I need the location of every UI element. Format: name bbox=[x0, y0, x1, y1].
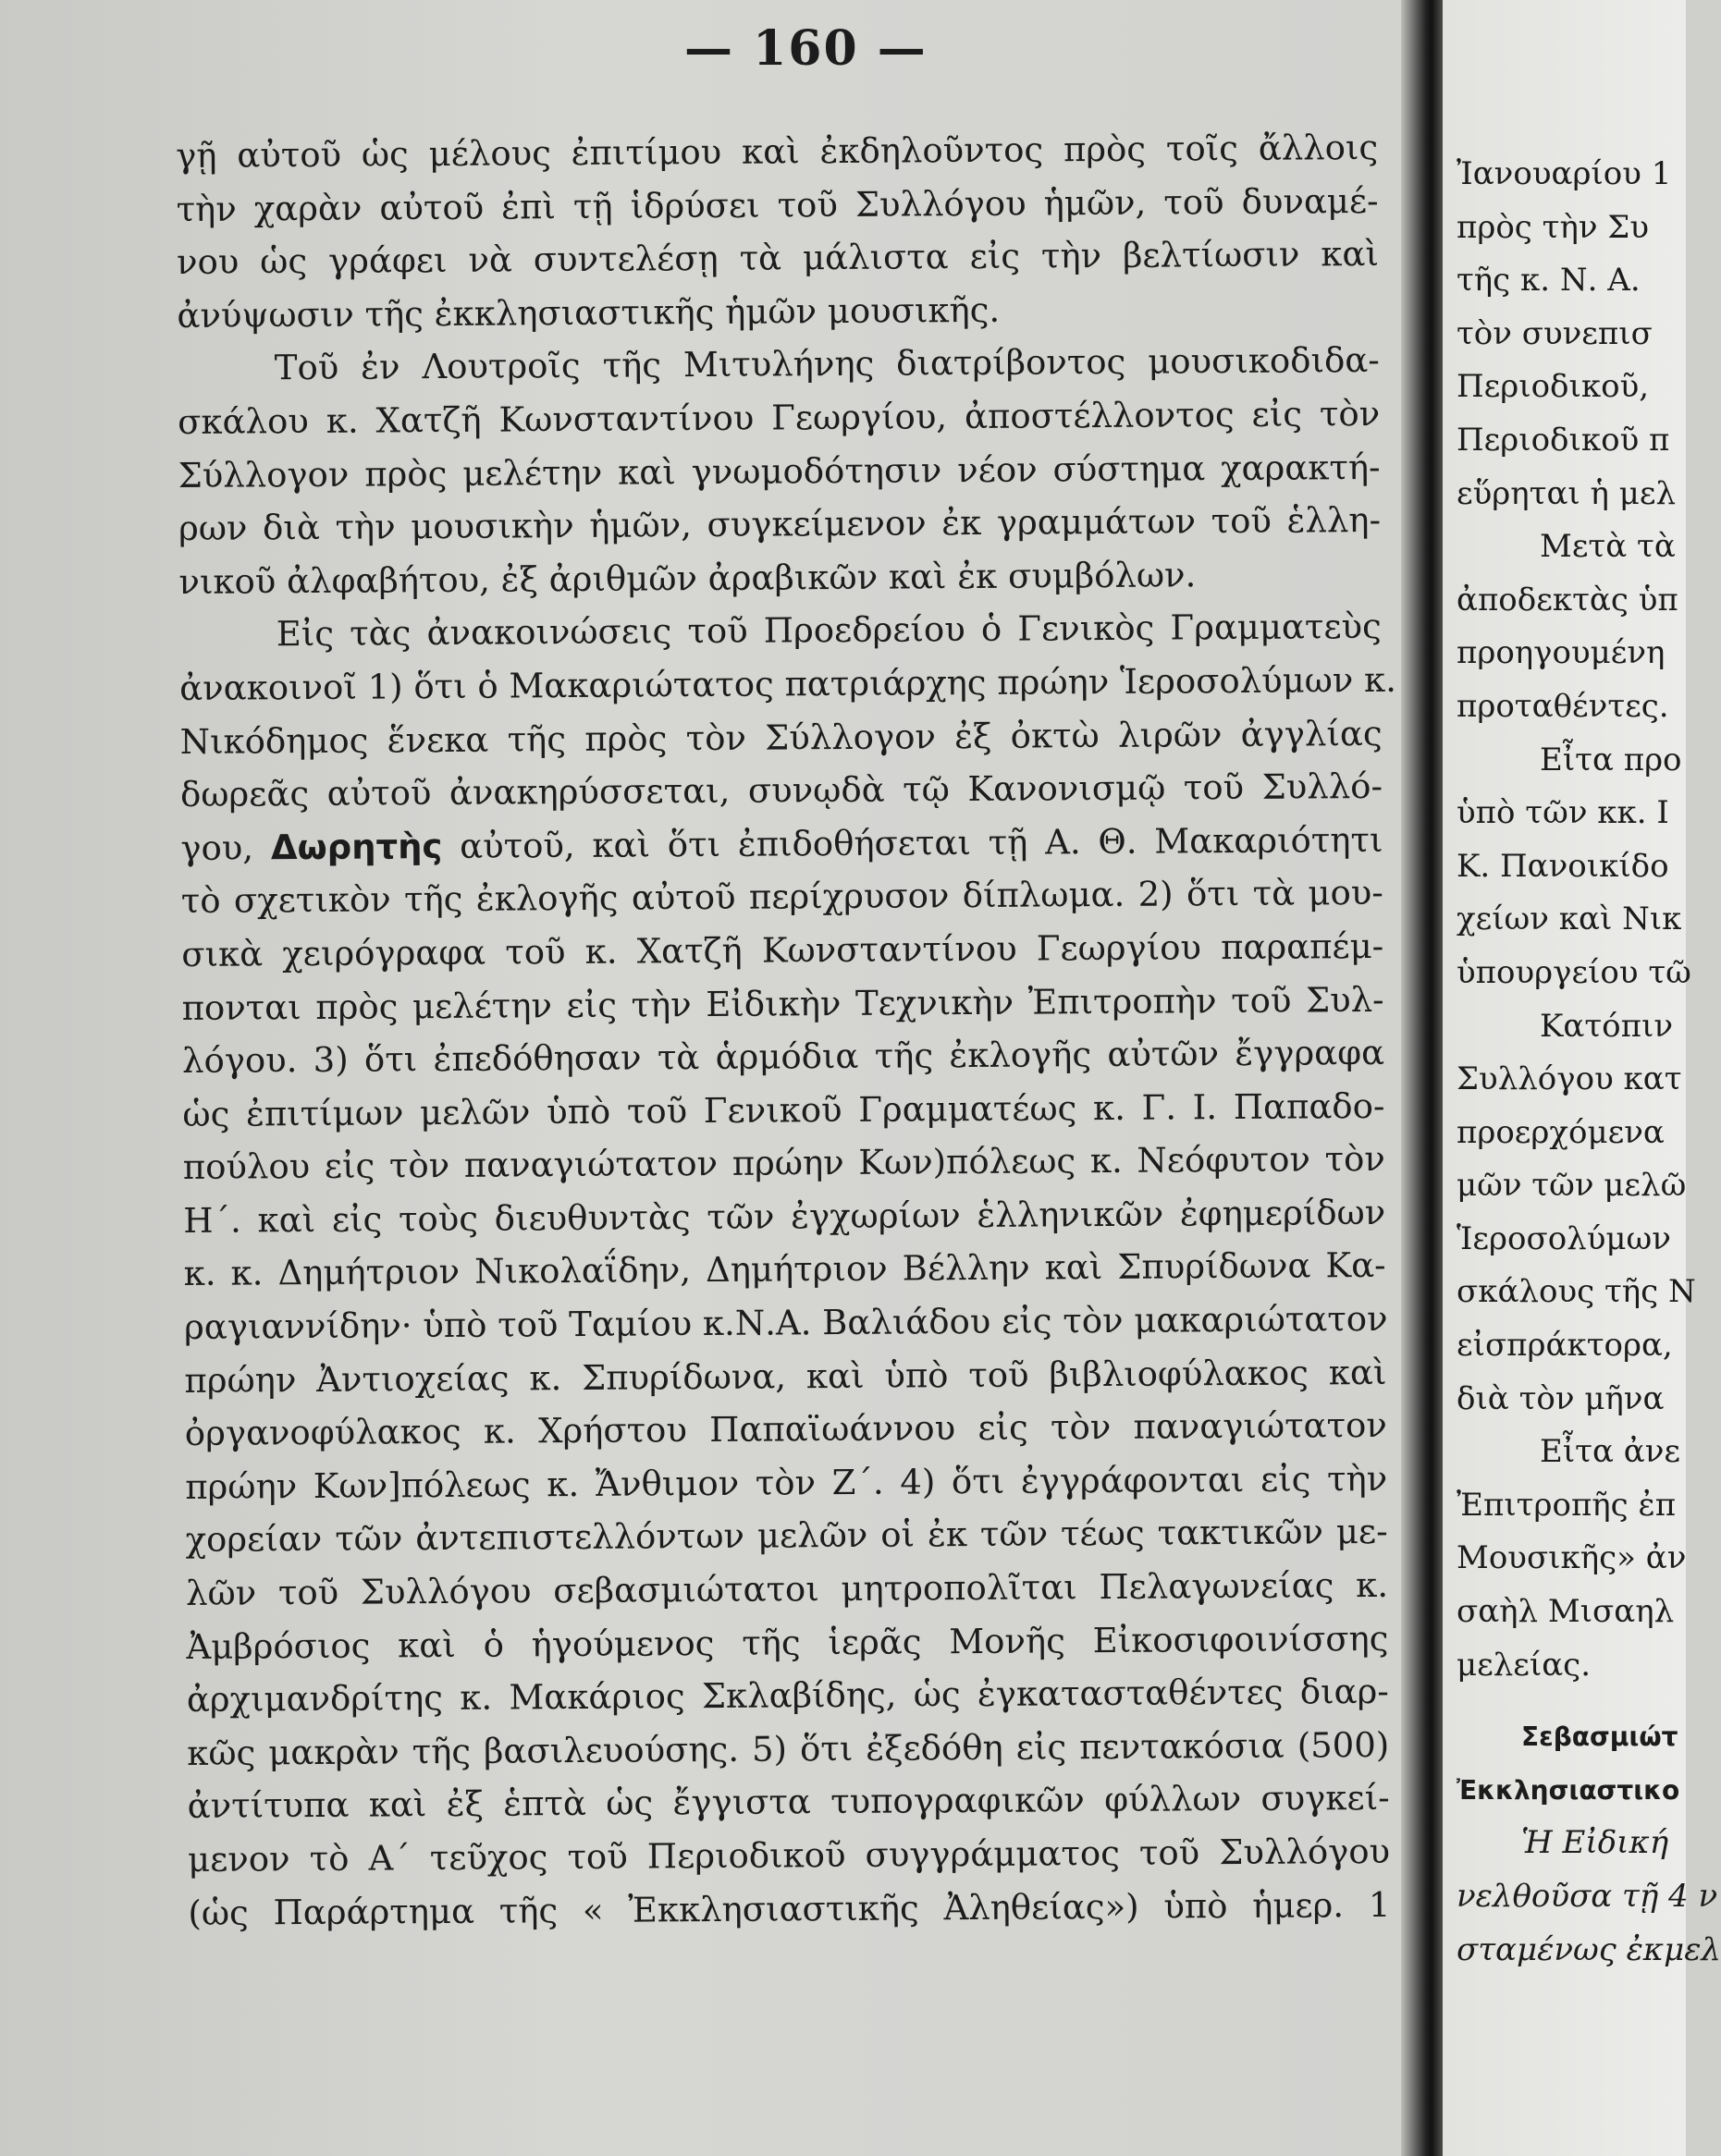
right-text-line: διὰ τὸν μῆνα bbox=[1457, 1379, 1665, 1417]
right-text-line: Εἶτα ἀνε bbox=[1540, 1433, 1680, 1471]
text-line: νου ὡς γράφει νὰ συντελέσῃ τὰ μάλιστα εἰς τὴν βελτίωσιν καὶ bbox=[176, 234, 1380, 283]
right-text-line: προερχόμενα bbox=[1457, 1113, 1665, 1151]
right-text-line: μῶν τῶν μελῶ bbox=[1457, 1167, 1687, 1205]
text-line: ἀνακοινοῖ 1) ὅτι ὁ Μακαριώτατος πατριάρχης πρώην Ἱεροσολύμων κ. bbox=[179, 659, 1397, 708]
text-line: πρώην Ἀντιοχείας κ. Σπυρίδωνα, καὶ ὑπὸ τοῦ βιβλιοφύλακος καὶ bbox=[184, 1352, 1387, 1401]
right-section-heading: Σεβασμιώτ bbox=[1521, 1721, 1678, 1753]
text-line: Εἰς τὰς ἀνακοινώσεις τοῦ Προεδρείου ὁ Γενικὸς Γραμματεὺς bbox=[276, 606, 1382, 655]
text-line: γῇ αὐτοῦ ὡς μέλους ἐπιτίμου καὶ ἐκδηλοῦντος πρὸς τοῖς ἄλλοις bbox=[176, 127, 1379, 176]
text-line bbox=[180, 814, 1383, 876]
page-number: — 160 — bbox=[684, 20, 928, 77]
right-text-line: τὸν συνεπισ bbox=[1457, 314, 1653, 352]
text-line: τὸ σχετικὸν τῆς ἐκλογῆς αὐτοῦ περίχρυσον δίπλωμα. 2) ὅτι τὰ μου- bbox=[180, 873, 1383, 922]
text-line: ραγιαννίδην· ὑπὸ τοῦ Ταμίου κ.Ν.Α. Βαλιάδου εἰς τὸν μακαριώτατον bbox=[183, 1298, 1388, 1348]
text-line: Νικόδημος ἕνεκα τῆς πρὸς τὸν Σύλλογον ἐξ ὀκτὼ λιρῶν ἀγγλίας bbox=[179, 713, 1383, 762]
right-text-line: σαὴλ Μισαηλ bbox=[1457, 1593, 1675, 1631]
right-text-line: Συλλόγου κατ bbox=[1457, 1060, 1682, 1098]
text-line: πούλου εἰς τὸν παναγιώτατον πρώην Κων)πόλεως κ. Νεόφυτον τὸν bbox=[182, 1139, 1385, 1188]
right-text-line: εὕρηται ἡ μελ bbox=[1457, 474, 1676, 512]
text-line: Τοῦ ἐν Λουτροῖς τῆς Μιτυλήνης διατρίβοντος μουσικοδιδα- bbox=[274, 340, 1380, 388]
bold-term-dorites: Δωρητὴς bbox=[270, 826, 443, 868]
main-text-block bbox=[176, 121, 1400, 1940]
text-line: ὀργανοφύλακος κ. Χρήστου Παπαϊωάννου εἰς τὸν παναγιώτατον bbox=[184, 1405, 1387, 1454]
text-line: δωρεᾶς αὐτοῦ ἀνακηρύσσεται, συνῳδὰ τῷ Κανονισμῷ τοῦ Συλλό- bbox=[179, 766, 1383, 815]
right-text-line: Περιοδικοῦ π bbox=[1457, 421, 1670, 459]
right-text-line: ὑπουργείου τῶ bbox=[1457, 953, 1691, 991]
line-segment: γου, bbox=[180, 827, 254, 868]
right-text-line: Ἰανουαρίου 1 bbox=[1457, 155, 1672, 192]
text-line: σικὰ χειρόγραφα τοῦ κ. Χατζῆ Κωνσταντίνου Γεωργίου παραπέμ- bbox=[181, 925, 1384, 974]
text-line: κ. κ. Δημήτριον Νικολαΐδην, Δημήτριον Βέλλην καὶ Σπυρίδωνα Κα- bbox=[183, 1245, 1386, 1294]
text-line: σκάλου κ. Χατζῆ Κωνσταντίνου Γεωργίου, ἀποστέλλοντος εἰς τὸν bbox=[178, 393, 1381, 442]
right-text-line: ἀποδεκτὰς ὑπ bbox=[1457, 581, 1678, 619]
text-line: τὴν χαρὰν αὐτοῦ ἐπὶ τῇ ἱδρύσει τοῦ Συλλόγου ἡμῶν, τοῦ δυναμέ- bbox=[176, 180, 1379, 229]
text-line: μενον τὸ Α΄ τεῦχος τοῦ Περιοδικοῦ συγγράμματος τοῦ Συλλόγου bbox=[187, 1831, 1391, 1880]
right-text-line: πρὸς τὴν Συ bbox=[1457, 208, 1650, 246]
text-line: (ὡς Παράρτημα τῆς « Ἐκκλησιαστικῆς Ἀληθείας») ὑπὸ ἡμερ. 1 bbox=[188, 1884, 1391, 1933]
text-line: Η΄. καὶ εἰς τοὺς διευθυντὰς τῶν ἐγχωρίων ἑλληνικῶν ἐφημερίδων bbox=[183, 1192, 1386, 1241]
right-text-line: μελείας. bbox=[1457, 1646, 1592, 1684]
right-text-line: Μετὰ τὰ bbox=[1540, 528, 1676, 566]
right-text-line: προηγουμένη bbox=[1457, 634, 1666, 672]
right-text-line: σταμένως ἐκμελ bbox=[1457, 1930, 1721, 1968]
text-line: ρων διὰ τὴν μουσικὴν ἡμῶν, συγκείμενον ἐκ γραμμάτων τοῦ ἑλλη- bbox=[178, 500, 1382, 549]
right-page-text bbox=[1457, 148, 1721, 1977]
right-text-line: Ἡ Εἰδική bbox=[1521, 1824, 1669, 1862]
right-text-line: Μουσικῆς» ἀν bbox=[1457, 1539, 1687, 1577]
text-line: ἀνύψωσιν τῆς ἐκκλησιαστικῆς ἡμῶν μουσικῆς. bbox=[177, 289, 1001, 336]
text-line: πονται πρὸς μελέτην εἰς τὴν Εἰδικὴν Τεχνικὴν Ἐπιτροπὴν τοῦ Συλ- bbox=[181, 979, 1384, 1028]
text-line: κῶς μακρὰν τῆς βασιλευούσης. 5) ὅτι ἐξεδόθη εἰς πεντακόσια (500) bbox=[187, 1724, 1390, 1773]
text-line: λόγου. 3) ὅτι ἐπεδόθησαν τὰ ἁρμόδια τῆς ἐκλογῆς αὐτῶν ἔγγραφα bbox=[181, 1032, 1385, 1082]
text-line: Ἀμβρόσιος καὶ ὁ ἡγούμενος τῆς ἱερᾶς Μονῆς Εἰκοσιφοινίσσης bbox=[186, 1618, 1389, 1667]
right-text-line: τῆς κ. Ν. Α. bbox=[1457, 262, 1641, 300]
text-line: ὡς ἐπιτίμων μελῶν ὑπὸ τοῦ Γενικοῦ Γραμματέως κ. Γ. Ι. Παπαδο- bbox=[182, 1085, 1385, 1134]
right-text-line: νελθοῦσα τῇ 4 ν bbox=[1457, 1878, 1718, 1915]
text-line: λῶν τοῦ Συλλόγου σεβασμιώτατοι μητροπολῖται Πελαγωνείας κ. bbox=[185, 1564, 1389, 1613]
right-text-line: Κ. Πανοικίδο bbox=[1457, 847, 1669, 885]
right-text-line: χείων καὶ Νικ bbox=[1457, 900, 1682, 938]
right-text-line: Ἐπιτροπῆς ἐπ bbox=[1457, 1486, 1677, 1524]
right-text-line: Περιοδικοῦ, bbox=[1457, 368, 1650, 406]
text-line: Σύλλογον πρὸς μελέτην καὶ γνωμοδότησιν νέον σύστημα χαρακτή- bbox=[178, 447, 1381, 496]
text-line: πρώην Κων]πόλεως κ. Ἄνθιμον τὸν Ζ΄. 4) ὅτι ἐγγράφονται εἰς τὴν bbox=[185, 1458, 1388, 1507]
right-text-line: Ἱεροσολύμων bbox=[1457, 1219, 1671, 1257]
right-text-line: Εἶτα προ bbox=[1540, 741, 1682, 778]
right-text-line: ὑπὸ τῶν κκ. Ι bbox=[1457, 794, 1669, 832]
right-text-line: σκάλους τῆς Ν bbox=[1457, 1273, 1696, 1311]
right-text-line: Κατόπιν bbox=[1540, 1007, 1673, 1045]
text-line: ἀρχιμανδρίτης κ. Μακάριος Σκλαβίδης, ὡς ἐγκατασταθέντες διαρ- bbox=[186, 1672, 1389, 1721]
right-section-heading: Ἐκκλησιαστικο bbox=[1457, 1774, 1680, 1806]
text-line: νικοῦ ἀλφαβήτου, ἐξ ἀριθμῶν ἀραβικῶν καὶ ἐκ συμβόλων. bbox=[178, 555, 1197, 602]
right-text-line: εἰσπράκτορα, bbox=[1457, 1327, 1673, 1365]
text-line: ἀντίτυπα καὶ ἐξ ἑπτὰ ὡς ἔγγιστα τυπογραφικῶν φύλλων συγκεί- bbox=[187, 1778, 1390, 1827]
right-text-line: προταθέντες. bbox=[1457, 687, 1669, 725]
text-line: χορείαν τῶν ἀντεπιστελλόντων μελῶν οἱ ἐκ τῶν τέως τακτικῶν με- bbox=[185, 1512, 1388, 1561]
line-segment: αὐτοῦ, καὶ ὅτι ἐπιδοθήσεται τῇ Α. Θ. Μακαριότητι bbox=[460, 819, 1383, 866]
